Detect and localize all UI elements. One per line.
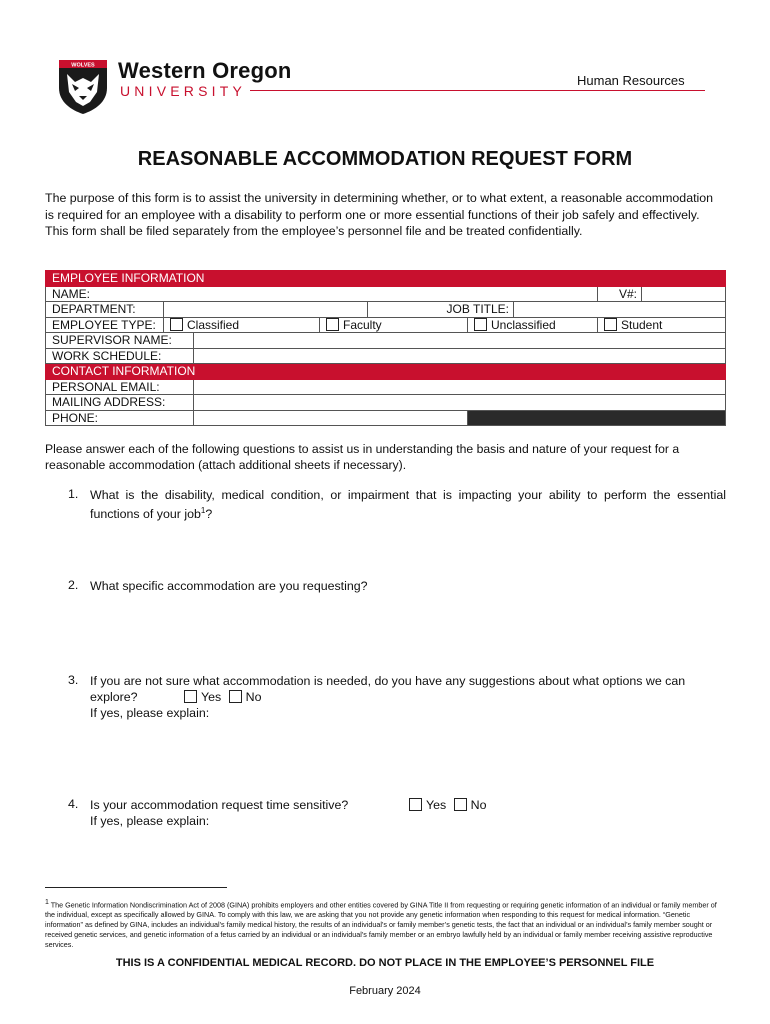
q3-text: If you are not sure what accommodation is needed, do you have any suggestions about what options we can explore? <box>90 674 686 704</box>
instructions-paragraph: Please answer each of the following questions to assist us in understanding the basis and nature of your request for a reasonable accommodation (attach additional sheets if necessary). <box>45 442 680 472</box>
form-date: February 2024 <box>349 985 421 997</box>
type-classified[interactable] <box>164 317 320 333</box>
job-title-field[interactable] <box>514 302 726 318</box>
q1-text-body: What is the disability, medical condition, or impairment that is impacting your ability to perform the essential functions of your job <box>90 488 726 522</box>
q2-number: 2. <box>68 578 79 592</box>
intro-paragraph: The purpose of this form is to assist the university in determining whether, or to what extent, a reasonable accommodation is required for an employee with a disability to perform one or more essential functions of their job safely and effectively. This form shall be filed separately from the employee’s personnel file and be treated confidentially. <box>45 191 714 238</box>
q4-no-checkbox[interactable] <box>454 798 467 811</box>
checkbox-faculty[interactable] <box>326 318 339 331</box>
q3-number: 3. <box>68 673 79 687</box>
supervisor-field[interactable] <box>194 333 726 349</box>
type-unclassified[interactable] <box>468 317 598 333</box>
wolves-logo <box>57 58 109 116</box>
checkbox-classified[interactable] <box>170 318 183 331</box>
q2-text: What specific accommodation are you requesting? <box>90 579 368 593</box>
email-label: PERSONAL EMAIL: <box>46 379 194 395</box>
type-unclassified-label: Unclassified <box>491 317 556 332</box>
department-label: Human Resources <box>577 73 685 88</box>
address-field[interactable] <box>194 395 726 411</box>
employee-section-header: EMPLOYEE INFORMATION <box>46 271 726 287</box>
q1-number: 1. <box>68 487 79 501</box>
q3-options <box>184 689 262 705</box>
q4-yes-checkbox[interactable] <box>409 798 422 811</box>
brand-name: Western Oregon <box>118 58 292 83</box>
phone-field[interactable] <box>194 410 468 426</box>
address-label: MAILING ADDRESS: <box>46 395 194 411</box>
name-label: NAME: <box>52 286 91 301</box>
vnum-field[interactable] <box>642 286 726 302</box>
phone-field-shaded <box>468 410 726 426</box>
checkbox-student[interactable] <box>604 318 617 331</box>
brand-rule <box>250 90 705 91</box>
phone-label: PHONE: <box>46 410 194 426</box>
q3-no-checkbox[interactable] <box>229 690 242 703</box>
schedule-label: WORK SCHEDULE: <box>46 348 194 364</box>
q3-yes-checkbox[interactable] <box>184 690 197 703</box>
q3-yes-label: Yes <box>201 690 222 704</box>
employee-type-label: EMPLOYEE TYPE: <box>46 317 164 333</box>
logo-top-text: WOLVES <box>71 62 95 69</box>
employee-info-table <box>45 270 726 426</box>
contact-section-header: CONTACT INFORMATION <box>46 364 726 380</box>
q3-followup: If yes, please explain: <box>90 706 210 720</box>
email-field[interactable] <box>194 379 726 395</box>
q1-text <box>90 487 726 522</box>
confidential-notice: THIS IS A CONFIDENTIAL MEDICAL RECORD. DO NOT PLACE IN THE EMPLOYEE’S PERSONNEL FILE <box>115 957 655 969</box>
footnote-rule <box>45 887 227 888</box>
q4-yes-label: Yes <box>426 798 447 812</box>
q4-number: 4. <box>68 797 79 811</box>
job-title-label: JOB TITLE: <box>368 302 514 318</box>
schedule-field[interactable] <box>194 348 726 364</box>
q1-text-tail: ? <box>205 507 213 522</box>
q3-no-label: No <box>245 690 262 704</box>
page-title: REASONABLE ACCOMMODATION REQUEST FORM <box>137 148 633 170</box>
type-student[interactable] <box>598 317 726 333</box>
footnote <box>45 898 725 950</box>
q1-footnote-ref: 1 <box>200 506 206 515</box>
name-field[interactable] <box>46 286 598 302</box>
vnum-label: V#: <box>598 286 642 302</box>
footnote-text: The Genetic Information Nondiscrimination Act of 2008 (GINA) prohibits employers and other entities covered by GINA Title II from requesting or requiring genetic information of an individual or family member of the individual, except as specifically allowed by GINA. To comply with this law, we are asking that you not provide any genetic information when responding to this request for medical information. “Genetic information” as defined by GINA, includes an individual’s family medical history, the results of an individual’s or family member’s genetic tests, the fact that an individual or an individual’s family member sought or received genetic services, and genetic information of a fetus carried by an individual or an individual’s family member or an embryo lawfully held by an individual or family member receiving assistive reproductive services. <box>45 900 717 950</box>
checkbox-unclassified[interactable] <box>474 318 487 331</box>
q4-text: Is your accommodation request time sensitive? <box>90 798 349 812</box>
brand-subtitle: UNIVERSITY <box>120 83 247 99</box>
type-faculty-label: Faculty <box>343 317 382 332</box>
department-label: DEPARTMENT: <box>46 302 164 318</box>
footnote-mark: 1 <box>45 899 49 906</box>
q4-followup: If yes, please explain: <box>90 814 210 828</box>
type-faculty[interactable] <box>320 317 468 333</box>
q4-no-label: No <box>470 798 487 812</box>
type-student-label: Student <box>621 317 663 332</box>
supervisor-label: SUPERVISOR NAME: <box>46 333 194 349</box>
q4-options <box>409 797 487 813</box>
department-field[interactable] <box>164 302 368 318</box>
type-classified-label: Classified <box>187 317 240 332</box>
